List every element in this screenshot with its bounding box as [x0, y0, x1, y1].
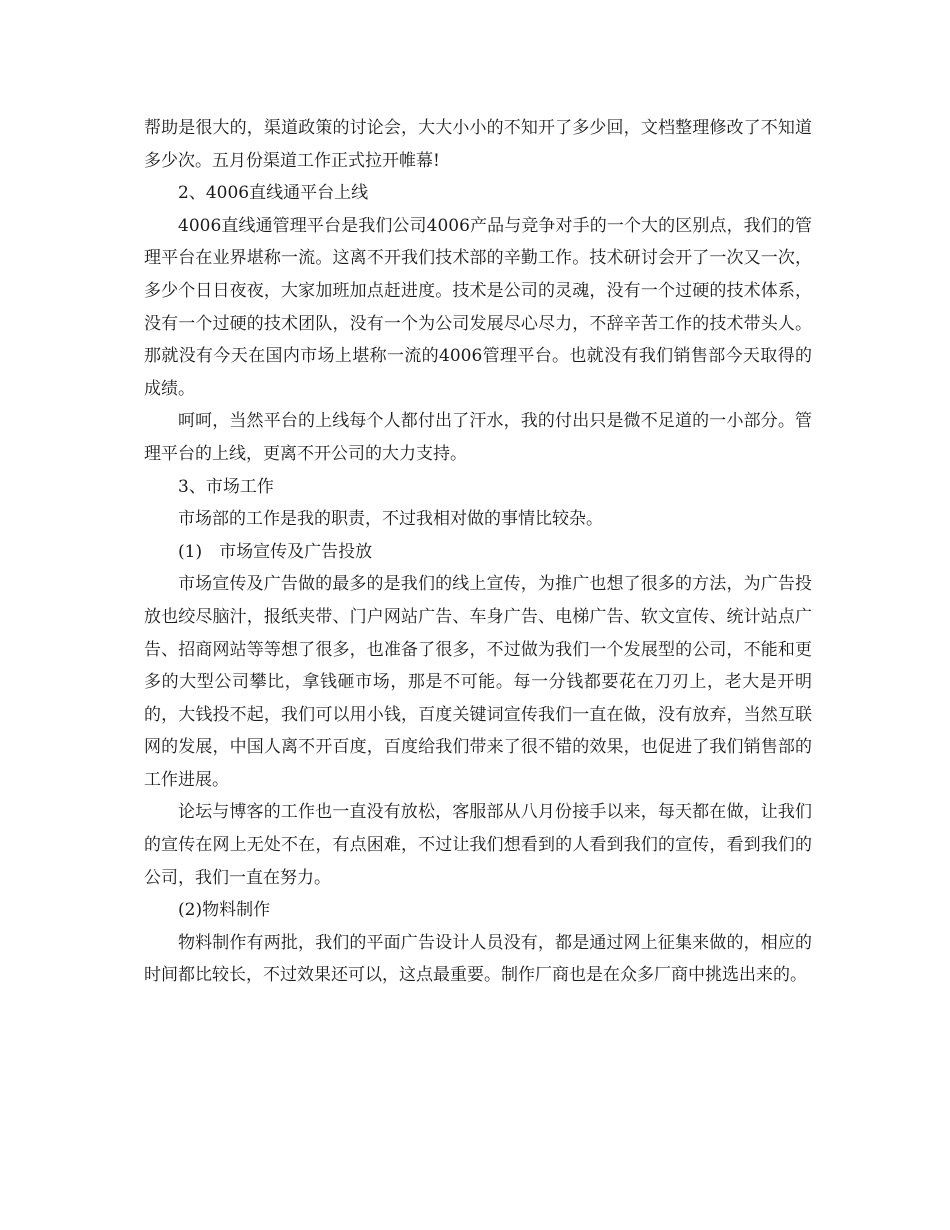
paragraph: 市场宣传及广告做的最多的是我们的线上宣传，为推广也想了很多的方法，为广告投放也绞尽脑汁，报纸夹带、门户网站广告、车身广告、电梯广告、软文宣传、统计站点广告、招商网站等等想了很多，也准备了很多，不过做为我们一个发展型的公司，不能和更多的大型公司攀比，拿钱砸市场，那是不可能。每一分钱都要花在刀刃上，老大是开明的，大钱投不起，我们可以用小钱，百度关键词宣传我们一直在做，没有放弃，当然互联网的发展，中国人离不开百度，百度给我们带来了很不错的效果，也促进了我们销售部的工作进展。: [144, 574, 812, 790]
paragraph: 呵呵，当然平台的上线每个人都付出了汗水，我的付出只是微不足道的一小部分。管理平台的上线，更离不开公司的大力支持。: [144, 411, 812, 464]
subsection-heading: (2)物料制作: [178, 900, 271, 921]
paragraph: 帮助是很大的，渠道政策的讨论会，大大小小的不知开了多少回，文档整理修改了不知道多少次。五月份渠道工作正式拉开帷幕!: [144, 118, 812, 171]
section-heading: 3、市场工作: [178, 476, 274, 497]
paragraph: 4006直线通管理平台是我们公司4006产品与竞争对手的一个大的区别点，我们的管理平台在业界堪称一流。这离不开我们技术部的辛勤工作。技术研讨会开了一次又一次，多少个日日夜夜，大家加班加点赶进度。技术是公司的灵魂，没有一个过硬的技术体系，没有一个过硬的技术团队，没有一个为公司发展尽心尽力，不辞辛苦工作的技术带头人。那就没有今天在国内市场上堪称一流的4006管理平台。也就没有我们销售部今天取得的成绩。: [144, 215, 812, 399]
paragraph: 物料制作有两批，我们的平面广告设计人员没有，都是通过网上征集来做的，相应的时间都比较长，不过效果还可以，这点最重要。制作厂商也是在众多厂商中挑选出来的。: [144, 932, 812, 986]
paragraph: 论坛与博客的工作也一直没有放松，客服部从八月份接手以来，每天都在做，让我们的宣传在网上无处不在，有点困难，不过让我们想看到的人看到我们的宣传，看到我们的公司，我们一直在努力。: [144, 802, 812, 888]
section-heading: 2、4006直线通平台上线: [178, 183, 369, 204]
paragraph: 市场部的工作是我的职责，不过我相对做的事情比较杂。: [178, 509, 603, 530]
document-body: [144, 112, 812, 992]
subsection-heading: (1) 市场宣传及广告投放: [178, 541, 373, 562]
